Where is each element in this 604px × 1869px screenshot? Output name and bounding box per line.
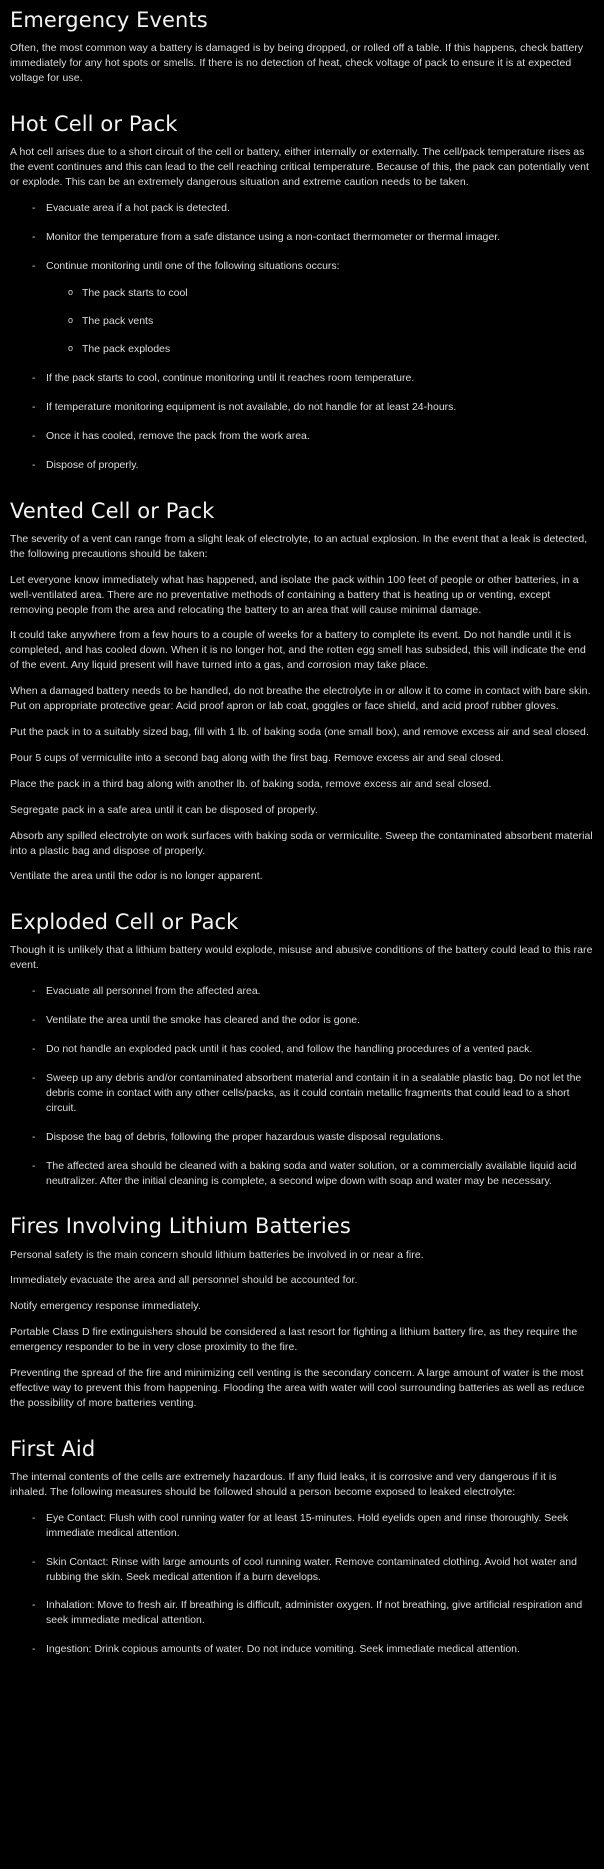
- section-heading-exploded-cell-or-pack: Exploded Cell or Pack: [10, 910, 239, 935]
- list-item-text: Ingestion: Drink copious amounts of water. Do not induce vomiting. Seek immediate medical attention.: [46, 1643, 520, 1656]
- list-item: [32, 1511, 594, 1541]
- section-vented-cell-or-pack: [10, 499, 594, 885]
- list-item-text: Continue monitoring until one of the following situations occurs:: [46, 259, 340, 272]
- paragraph: Ventilate the area until the odor is no longer apparent.: [10, 870, 263, 883]
- section-exploded-cell-or-pack: [10, 910, 594, 1188]
- list-item-text: Dispose of properly.: [46, 458, 139, 471]
- list-item-text: If temperature monitoring equipment is not available, do not handle for at least 24-hours.: [46, 401, 457, 414]
- section-heading-fires-involving-lithium-batteries: Fires Involving Lithium Batteries: [10, 1214, 351, 1239]
- list-item-text: Sweep up any debris and/or contaminated absorbent material and contain it in a sealable plastic bag. Do not let the debris come in contact with any other cells/packs, as it could contain metallic fragments that could lead to a short circuit.: [46, 1072, 582, 1114]
- list-item-text: Evacuate area if a hot pack is detected.: [46, 201, 230, 214]
- paragraph: Preventing the spread of the fire and minimizing cell venting is the secondary concern. A large amount of water is the most effective way to prevent this from happening. Flooding the area with water will cool surrounding batteries as well as reduce the possibility of more batteries venting.: [10, 1367, 585, 1409]
- paragraph: Portable Class D fire extinguishers should be considered a last resort for fighting a lithium battery fire, as they require the emergency responder to be in very close proximity to the fire.: [10, 1326, 578, 1354]
- section-emergency-events: [10, 8, 594, 86]
- list-item: [32, 1555, 594, 1585]
- paragraph: Notify emergency response immediately.: [10, 1300, 201, 1313]
- paragraph: Often, the most common way a battery is damaged is by being dropped, or rolled off a table. If this happens, check battery immediately for any hot spots or smells. If there is no detection of heat, check voltage of pack to ensure it is at expected voltage for use.: [10, 42, 584, 84]
- list-item: [32, 1071, 594, 1116]
- list-item-text: Evacuate all personnel from the affected area.: [46, 985, 261, 998]
- paragraph: Personal safety is the main concern should lithium batteries be involved in or near a fire.: [10, 1248, 424, 1261]
- paragraph: It could take anywhere from a few hours to a couple of weeks for a battery to complete its event. Do not handle until it is completed, and has cooled down. When it is no longer hot, and the rotten egg smell has subsided, this will indicate the end of the event. Any liquid present will have turned into a gas, and corrosion may take place.: [10, 629, 586, 672]
- list-item: [32, 1642, 594, 1657]
- list-item: [32, 201, 594, 216]
- list-item: [32, 230, 594, 245]
- list-item: [32, 1159, 594, 1189]
- paragraph: Absorb any spilled electrolyte on work surfaces with baking soda or vermiculite. Sweep the contaminated absorbent material into a plastic bag and dispose of properly.: [10, 829, 593, 857]
- list-item: [32, 1042, 594, 1057]
- list-item-text: The affected area should be cleaned with a baking soda and water solution, or a commercially available liquid acid neutralizer. After the initial cleaning is complete, a second wipe down with soap and water may be necessary.: [46, 1159, 577, 1187]
- list-item-text: Eye Contact: Flush with cool running water for at least 15-minutes. Hold eyelids open and rinse thoroughly. Seek immediate medical attention.: [46, 1511, 569, 1539]
- list-item-text: Inhalation: Move to fresh air. If breathing is difficult, administer oxygen. If not breathing, give artificial respiration and seek immediate medical attention.: [46, 1599, 583, 1627]
- sublist-item: [68, 286, 594, 301]
- list-item: [32, 984, 594, 999]
- list-item: [32, 400, 594, 415]
- sublist-item: [68, 314, 594, 329]
- paragraph: Place the pack in a third bag along with another lb. of baking soda, remove excess air and seal closed.: [10, 777, 492, 790]
- list-item-text: Ventilate the area until the smoke has cleared and the odor is gone.: [46, 1014, 361, 1027]
- list-item: [32, 1013, 594, 1028]
- list-item-text: Once it has cooled, remove the pack from the work area.: [46, 429, 310, 442]
- sublist-monitoring-outcomes: [46, 286, 594, 357]
- paragraph: The severity of a vent can range from a slight leak of electrolyte, to an actual explosion. In the event that a leak is detected, the following precautions should be taken:: [10, 532, 588, 560]
- section-heading-emergency-events: Emergency Events: [10, 8, 208, 32]
- sublist-item-text: The pack vents: [82, 315, 154, 328]
- paragraph: Let everyone know immediately what has happened, and isolate the pack within 100 feet of people or other batteries, in a well-ventilated area. There are no preventative methods of containing a battery that is heating up or venting, except removing people from the area and relocating the battery to an area that will cause minimal damage.: [10, 573, 579, 616]
- list-item-text: Monitor the temperature from a safe distance using a non-contact thermometer or thermal imager.: [46, 230, 501, 243]
- sublist-item: [68, 342, 594, 357]
- sublist-item-text: The pack starts to cool: [82, 287, 188, 300]
- sublist-item-text: The pack explodes: [82, 343, 171, 356]
- list-item-text: Dispose the bag of debris, following the proper hazardous waste disposal regulations.: [46, 1130, 444, 1143]
- list-hot-cell-steps: [10, 201, 594, 473]
- list-item: [32, 1130, 594, 1145]
- list-item: [32, 1598, 594, 1628]
- section-heading-vented-cell-or-pack: Vented Cell or Pack: [10, 498, 215, 523]
- list-item: [32, 458, 594, 473]
- paragraph: Put the pack in to a suitably sized bag, fill with 1 lb. of baking soda (one small box), and remove excess air and seal closed.: [10, 725, 589, 738]
- section-first-aid: [10, 1437, 594, 1657]
- section-heading-hot-cell-or-pack: Hot Cell or Pack: [10, 111, 178, 136]
- paragraph: Though it is unlikely that a lithium battery would explode, misuse and abusive conditions of the battery could lead to this rare event.: [10, 944, 593, 972]
- paragraph: The internal contents of the cells are extremely hazardous. If any fluid leaks, it is corrosive and very dangerous if it is inhaled. The following measures should be followed should a person become exposed to leaked electrolyte:: [10, 1470, 557, 1498]
- list-item-text: Skin Contact: Rinse with large amounts of cool running water. Remove contaminated clothing. Avoid hot water and rubbing the skin. Seek medical attention if a burn develops.: [46, 1555, 577, 1583]
- list-item-text: If the pack starts to cool, continue monitoring until it reaches room temperature.: [46, 372, 415, 385]
- paragraph: Pour 5 cups of vermiculite into a second bag along with the first bag. Remove excess air and seal closed.: [10, 751, 504, 764]
- section-heading-first-aid: First Aid: [10, 1436, 96, 1461]
- list-item: [32, 259, 594, 358]
- list-item-text: Do not handle an exploded pack until it has cooled, and follow the handling procedures of a vented pack.: [46, 1043, 533, 1056]
- section-hot-cell-or-pack: [10, 112, 594, 473]
- list-item: [32, 429, 594, 444]
- paragraph: When a damaged battery needs to be handled, do not breathe the electrolyte in or allow it to come in contact with bare skin. Put on appropriate protective gear: Acid proof apron or lab coat, goggles or face shield, and acid proof rubber gloves.: [10, 685, 591, 713]
- list-first-aid-measures: [10, 1511, 594, 1657]
- list-exploded-pack-steps: [10, 984, 594, 1188]
- paragraph: Immediately evacuate the area and all personnel should be accounted for.: [10, 1274, 358, 1287]
- paragraph: Segregate pack in a safe area until it can be disposed of properly.: [10, 803, 318, 816]
- list-item: [32, 371, 594, 386]
- paragraph: A hot cell arises due to a short circuit of the cell or battery, either internally or externally. The cell/pack temperature rises as the event continues and this can lead to the cell reaching critical temperature. Because of this, the pack can potentially vent or explode. This can be an extremely dangerous situation and extreme caution needs to be taken.: [10, 146, 589, 188]
- section-fires-involving-lithium-batteries: [10, 1214, 594, 1410]
